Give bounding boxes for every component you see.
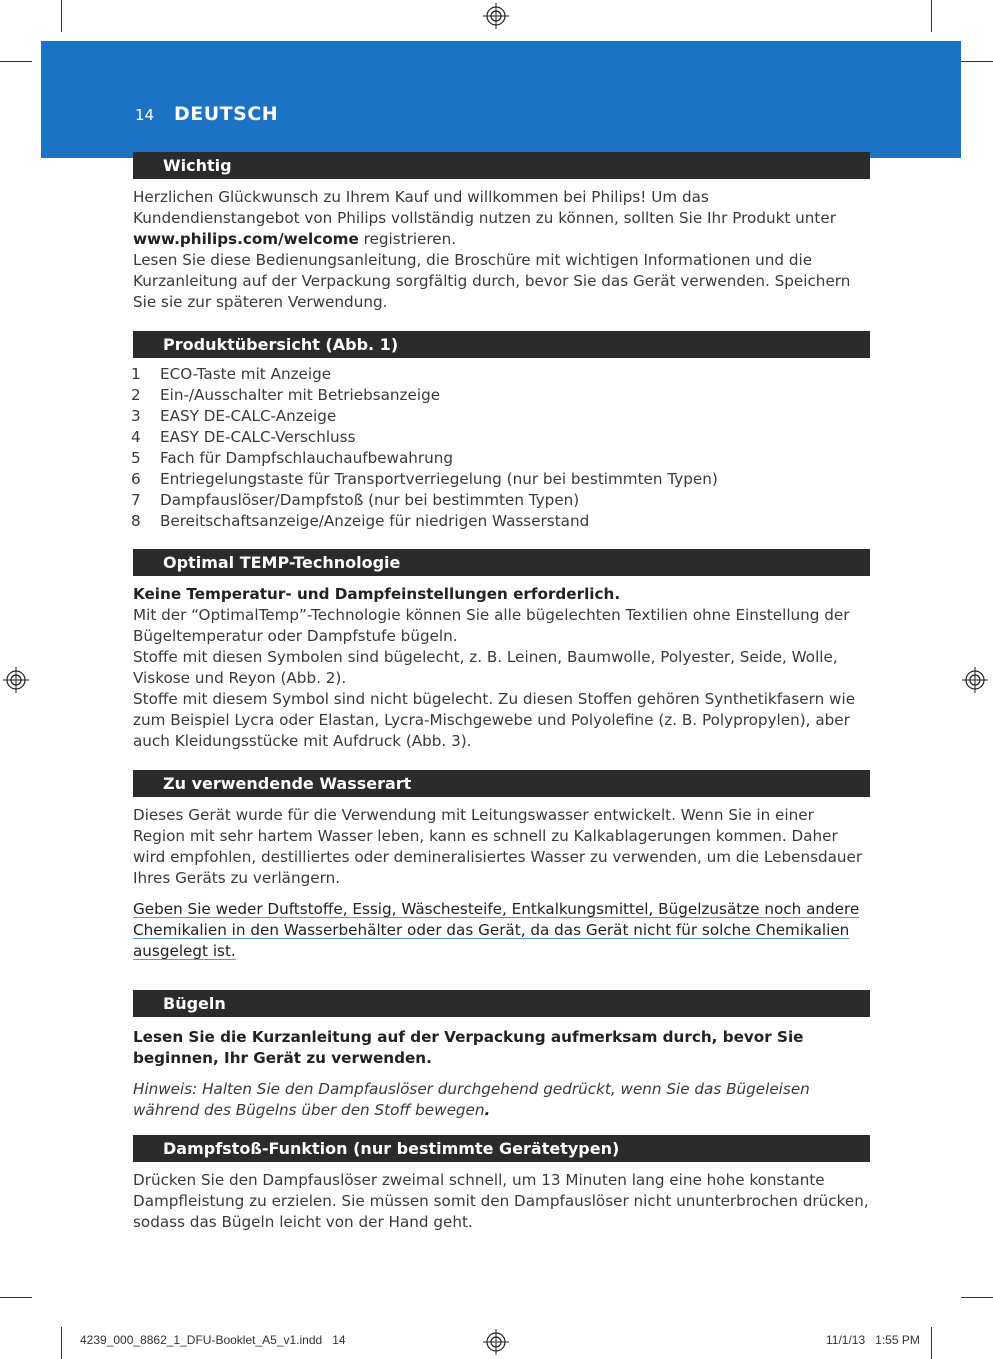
- optimal-paragraph-2: Stoffe mit diesen Symbolen sind bügelecht, z. B. Leinen, Baumwolle, Polyester, Seide, Wolle, Viskose und Reyon (Abb. 2).: [133, 648, 838, 687]
- ironing-lead: Lesen Sie die Kurzanleitung auf der Verpackung aufmerksam durch, bevor Sie beginnen, Ihr Gerät zu verwenden.: [133, 1028, 804, 1067]
- list-item: 3 EASY DE-CALC-Anzeige: [131, 407, 337, 425]
- crop-mark: [0, 61, 32, 62]
- registration-mark-icon: [483, 1329, 509, 1355]
- list-item: 8 Bereitschaftsanzeige/Anzeige für niedrigen Wasserstand: [131, 512, 590, 530]
- list-item: 1 ECO-Taste mit Anzeige: [131, 365, 332, 383]
- philips-link[interactable]: www.philips.com/welcome: [133, 230, 359, 248]
- section-heading-optimal-temp: Optimal TEMP-Technologie: [133, 549, 870, 576]
- wichtig-paragraph-1: [133, 187, 870, 250]
- crop-mark: [61, 1327, 62, 1359]
- footer-date: 11/1/13 1:55 PM: [826, 1333, 920, 1347]
- section-heading-water: Zu verwendende Wasserart: [133, 770, 870, 797]
- registration-mark-icon: [483, 3, 509, 29]
- wichtig-text: Herzlichen Glückwunsch zu Ihrem Kauf und willkommen bei Philips! Um das Kundendienstangebot von Philips vollständig nutzen zu können, sollten Sie Ihr Produkt unter: [133, 188, 836, 227]
- crop-mark: [961, 61, 993, 62]
- registration-mark-icon: [3, 667, 29, 693]
- product-overview-list: [131, 364, 870, 532]
- page-content: [133, 152, 870, 1233]
- water-paragraph: Dieses Gerät wurde für die Verwendung mit Leitungswasser entwickelt. Wenn Sie in einer Region mit sehr hartem Wasser leben, kann es schnell zu Kalkablagerungen kommen. Daher wird empfohlen, destilliertes oder demineralisiertes Wasser zu verwenden, um die Lebensdauer Ihres Geräts zu verlängern.: [133, 806, 863, 887]
- section-heading-overview: Produktübersicht (Abb. 1): [133, 331, 870, 358]
- footer-file-name: 4239_000_8862_1_DFU-Booklet_A5_v1.indd 14: [80, 1333, 346, 1347]
- list-item: 2 Ein-/Ausschalter mit Betriebsanzeige: [131, 386, 441, 404]
- list-item: 4 EASY DE-CALC-Verschluss: [131, 428, 356, 446]
- ironing-note: Hinweis: Halten Sie den Dampfauslöser durchgehend gedrückt, wenn Sie das Bügeleisen während des Bügelns über den Stoff bewegen.: [133, 1080, 810, 1119]
- section-heading-ironing: Bügeln: [133, 990, 870, 1017]
- crop-mark: [61, 0, 62, 32]
- crop-mark: [0, 1297, 32, 1298]
- language-heading: DEUTSCH: [174, 103, 279, 125]
- registration-mark-icon: [962, 667, 988, 693]
- water-warning: Geben Sie weder Duftstoffe, Essig, Wäschesteife, Entkalkungsmittel, Bügelzusätze noch andere Chemikalien in den Wasserbehälter oder das Gerät, da das Gerät nicht für solche Chemikalien ausgelegt ist.: [133, 900, 860, 960]
- steam-boost-paragraph: Drücken Sie den Dampfauslöser zweimal schnell, um 13 Minuten lang eine hohe konstante Dampfleistung zu erzielen. Sie müssen somit den Dampfauslöser nicht ununterbrochen drücken, sodass das Bügeln leicht von der Hand geht.: [133, 1171, 869, 1231]
- crop-mark: [931, 1327, 932, 1359]
- header-bar: [41, 41, 961, 158]
- wichtig-paragraph-2: Lesen Sie diese Bedienungsanleitung, die Broschüre mit wichtigen Informationen und die Kurzanleitung auf der Verpackung sorgfältig durch, bevor Sie das Gerät verwenden. Speichern Sie sie zur späteren Verwendung.: [133, 251, 851, 311]
- section-heading-steam-boost: Dampfstoß-Funktion (nur bestimmte Gerätetypen): [133, 1135, 870, 1162]
- optimal-paragraph-1: Mit der “OptimalTemp”-Technologie können Sie alle bügelechten Textilien ohne Einstellung der Bügeltemperatur oder Dampfstufe bügeln.: [133, 606, 850, 645]
- crop-mark: [961, 1297, 993, 1298]
- page-number: 14: [135, 106, 155, 124]
- optimal-paragraph-3: Stoffe mit diesem Symbol sind nicht bügelecht. Zu diesen Stoffen gehören Synthetikfasern wie zum Beispiel Lycra oder Elastan, Lycra-Mischgewebe und Polyolefine (z. B. Polypropylen), aber auch Kleidungsstücke mit Aufdruck (Abb. 3).: [133, 690, 856, 750]
- list-item: 5 Fach für Dampfschlauchaufbewahrung: [131, 449, 454, 467]
- list-item: 7 Dampfauslöser/Dampfstoß (nur bei bestimmten Typen): [131, 491, 580, 509]
- optimal-lead: Keine Temperatur- und Dampfeinstellungen erforderlich.: [133, 585, 621, 603]
- list-item: 6 Entriegelungstaste für Transportverriegelung (nur bei bestimmten Typen): [131, 470, 718, 488]
- section-heading-wichtig: Wichtig: [133, 152, 870, 179]
- wichtig-text-end: registrieren.: [358, 230, 457, 248]
- crop-mark: [931, 0, 932, 32]
